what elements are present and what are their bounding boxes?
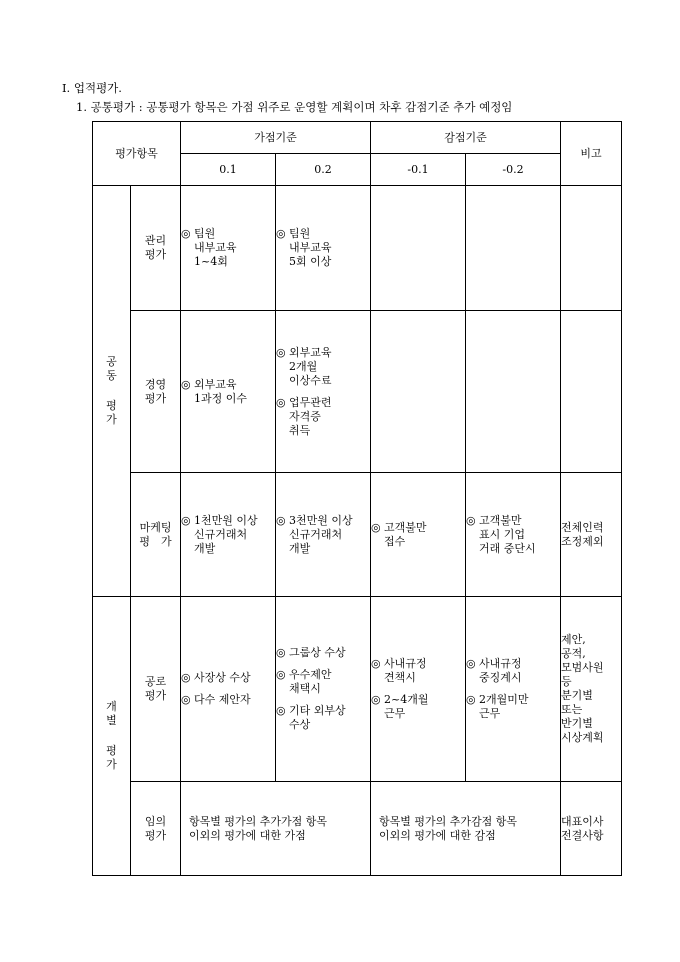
group-individual (93, 597, 131, 876)
business-minus-1 (371, 311, 466, 473)
merit-plus-2 (276, 597, 371, 782)
header-minus-1: -0.1 (371, 154, 466, 186)
criterion-text: 고객불만 접수 (384, 520, 427, 548)
label-discretionary: 임의 평가 (131, 782, 181, 876)
header-minus-2: -0.2 (466, 154, 561, 186)
management-minus-2 (466, 186, 561, 311)
header-plus-2: 0.2 (276, 154, 371, 186)
criterion-text: 팀원 내부교육 1~4회 (194, 227, 237, 268)
row-discretionary (93, 782, 622, 876)
row-management (93, 186, 622, 311)
criterion-text: 2~4개월 근무 (384, 693, 429, 720)
header-row (93, 122, 622, 154)
criterion-text: 2개월미만 근무 (479, 693, 529, 720)
label-business: 경영 평가 (131, 311, 181, 473)
criterion-text: 1천만원 이상 신규거래처 개발 (194, 513, 258, 555)
bullet-marker: ◎ (276, 668, 286, 681)
bullet-marker: ◎ (371, 657, 381, 670)
criterion-item (181, 227, 275, 269)
evaluation-table (92, 121, 622, 876)
criterion-text: 외부교육 2개월 이상수료 (289, 345, 332, 387)
criterion-item (466, 693, 560, 721)
criterion-item (371, 521, 465, 549)
bullet-marker: ◎ (181, 693, 191, 706)
section-heading: Ⅰ. 업적평가. (62, 81, 122, 95)
bullet-marker: ◎ (181, 513, 191, 527)
marketing-minus-2 (466, 473, 561, 597)
criterion-text: 사내규정 중징계시 (479, 657, 522, 684)
marketing-plus-2 (276, 473, 371, 597)
criterion-item (371, 657, 465, 685)
group-individual-label: 개 별 평 가 (106, 700, 117, 771)
bullet-marker: ◎ (276, 704, 286, 717)
criterion-item (276, 227, 370, 269)
criterion-text: 외부교육 1과정 이수 (194, 377, 248, 405)
bullet-marker: ◎ (276, 513, 286, 527)
criterion-text: 팀원 내부교육 5회 이상 (289, 227, 332, 268)
criterion-text: 3천만원 이상 신규거래처 개발 (289, 513, 353, 555)
criterion-item (181, 514, 275, 556)
management-note (561, 186, 622, 311)
bullet-marker: ◎ (466, 693, 476, 706)
criterion-item (371, 693, 465, 721)
criterion-item (181, 671, 275, 685)
merit-note: 제안, 공적, 모범사원 등 분기별 또는 반기별 시상계획 (561, 597, 622, 782)
criterion-item (276, 704, 370, 732)
header-minus: 감점기준 (371, 122, 561, 154)
merit-minus-2 (466, 597, 561, 782)
bullet-marker: ◎ (371, 520, 381, 534)
management-plus-1 (181, 186, 276, 311)
row-merit (93, 597, 622, 782)
business-plus-1 (181, 311, 276, 473)
business-plus-2 (276, 311, 371, 473)
criterion-item (276, 396, 370, 438)
bullet-marker: ◎ (276, 646, 286, 659)
marketing-note: 전체인력 조정제외 (561, 473, 622, 597)
criterion-item (276, 346, 370, 388)
criterion-item (466, 514, 560, 556)
marketing-plus-1 (181, 473, 276, 597)
header-plus-1: 0.1 (181, 154, 276, 186)
criterion-text: 고객불만 표시 기업 거래 중단시 (479, 513, 536, 555)
criterion-item (276, 646, 370, 660)
header-item: 평가항목 (93, 122, 181, 186)
criterion-text: 우수제안 채택시 (289, 668, 332, 695)
merit-plus-1 (181, 597, 276, 782)
criterion-text: 업무관련 자격증 취득 (289, 395, 332, 437)
bullet-marker: ◎ (181, 227, 191, 240)
label-merit: 공로 평가 (131, 597, 181, 782)
row-marketing (93, 473, 622, 597)
merit-minus-1 (371, 597, 466, 782)
criterion-item (181, 693, 275, 707)
marketing-minus-1 (371, 473, 466, 597)
row-business (93, 311, 622, 473)
discretionary-plus: 항목별 평가의 추가가점 항목 이외의 평가에 대한 가점 (181, 782, 371, 876)
bullet-marker: ◎ (181, 671, 191, 684)
criterion-item (181, 378, 275, 406)
management-plus-2 (276, 186, 371, 311)
criterion-item (276, 514, 370, 556)
criterion-text: 다수 제안자 (194, 693, 251, 706)
bullet-marker: ◎ (276, 345, 286, 359)
bullet-marker: ◎ (181, 377, 191, 391)
criterion-text: 그룹상 수상 (289, 646, 346, 659)
criterion-text: 기타 외부상 수상 (289, 704, 346, 731)
header-plus: 가점기준 (181, 122, 371, 154)
criterion-text: 사내규정 견책시 (384, 657, 427, 684)
management-minus-1 (371, 186, 466, 311)
label-marketing: 마케팅 평 가 (131, 473, 181, 597)
bullet-marker: ◎ (466, 657, 476, 670)
group-common (93, 186, 131, 597)
criterion-text: 사장상 수상 (194, 671, 251, 684)
criterion-item (276, 668, 370, 696)
business-note (561, 311, 622, 473)
bullet-marker: ◎ (371, 693, 381, 706)
label-management: 관리 평가 (131, 186, 181, 311)
group-common-label: 공 동 평 가 (106, 355, 117, 426)
bullet-marker: ◎ (276, 227, 286, 240)
subsection-heading: 1. 공통평가 : 공통평가 항목은 가점 위주로 운영할 계획이며 차후 감점기준 추가 예정임 (76, 100, 513, 114)
business-minus-2 (466, 311, 561, 473)
bullet-marker: ◎ (276, 395, 286, 409)
header-note: 비고 (561, 122, 622, 186)
criterion-item (466, 657, 560, 685)
discretionary-note: 대표이사 전결사항 (561, 782, 622, 876)
bullet-marker: ◎ (466, 513, 476, 527)
discretionary-minus: 항목별 평가의 추가감점 항목 이외의 평가에 대한 감점 (371, 782, 561, 876)
